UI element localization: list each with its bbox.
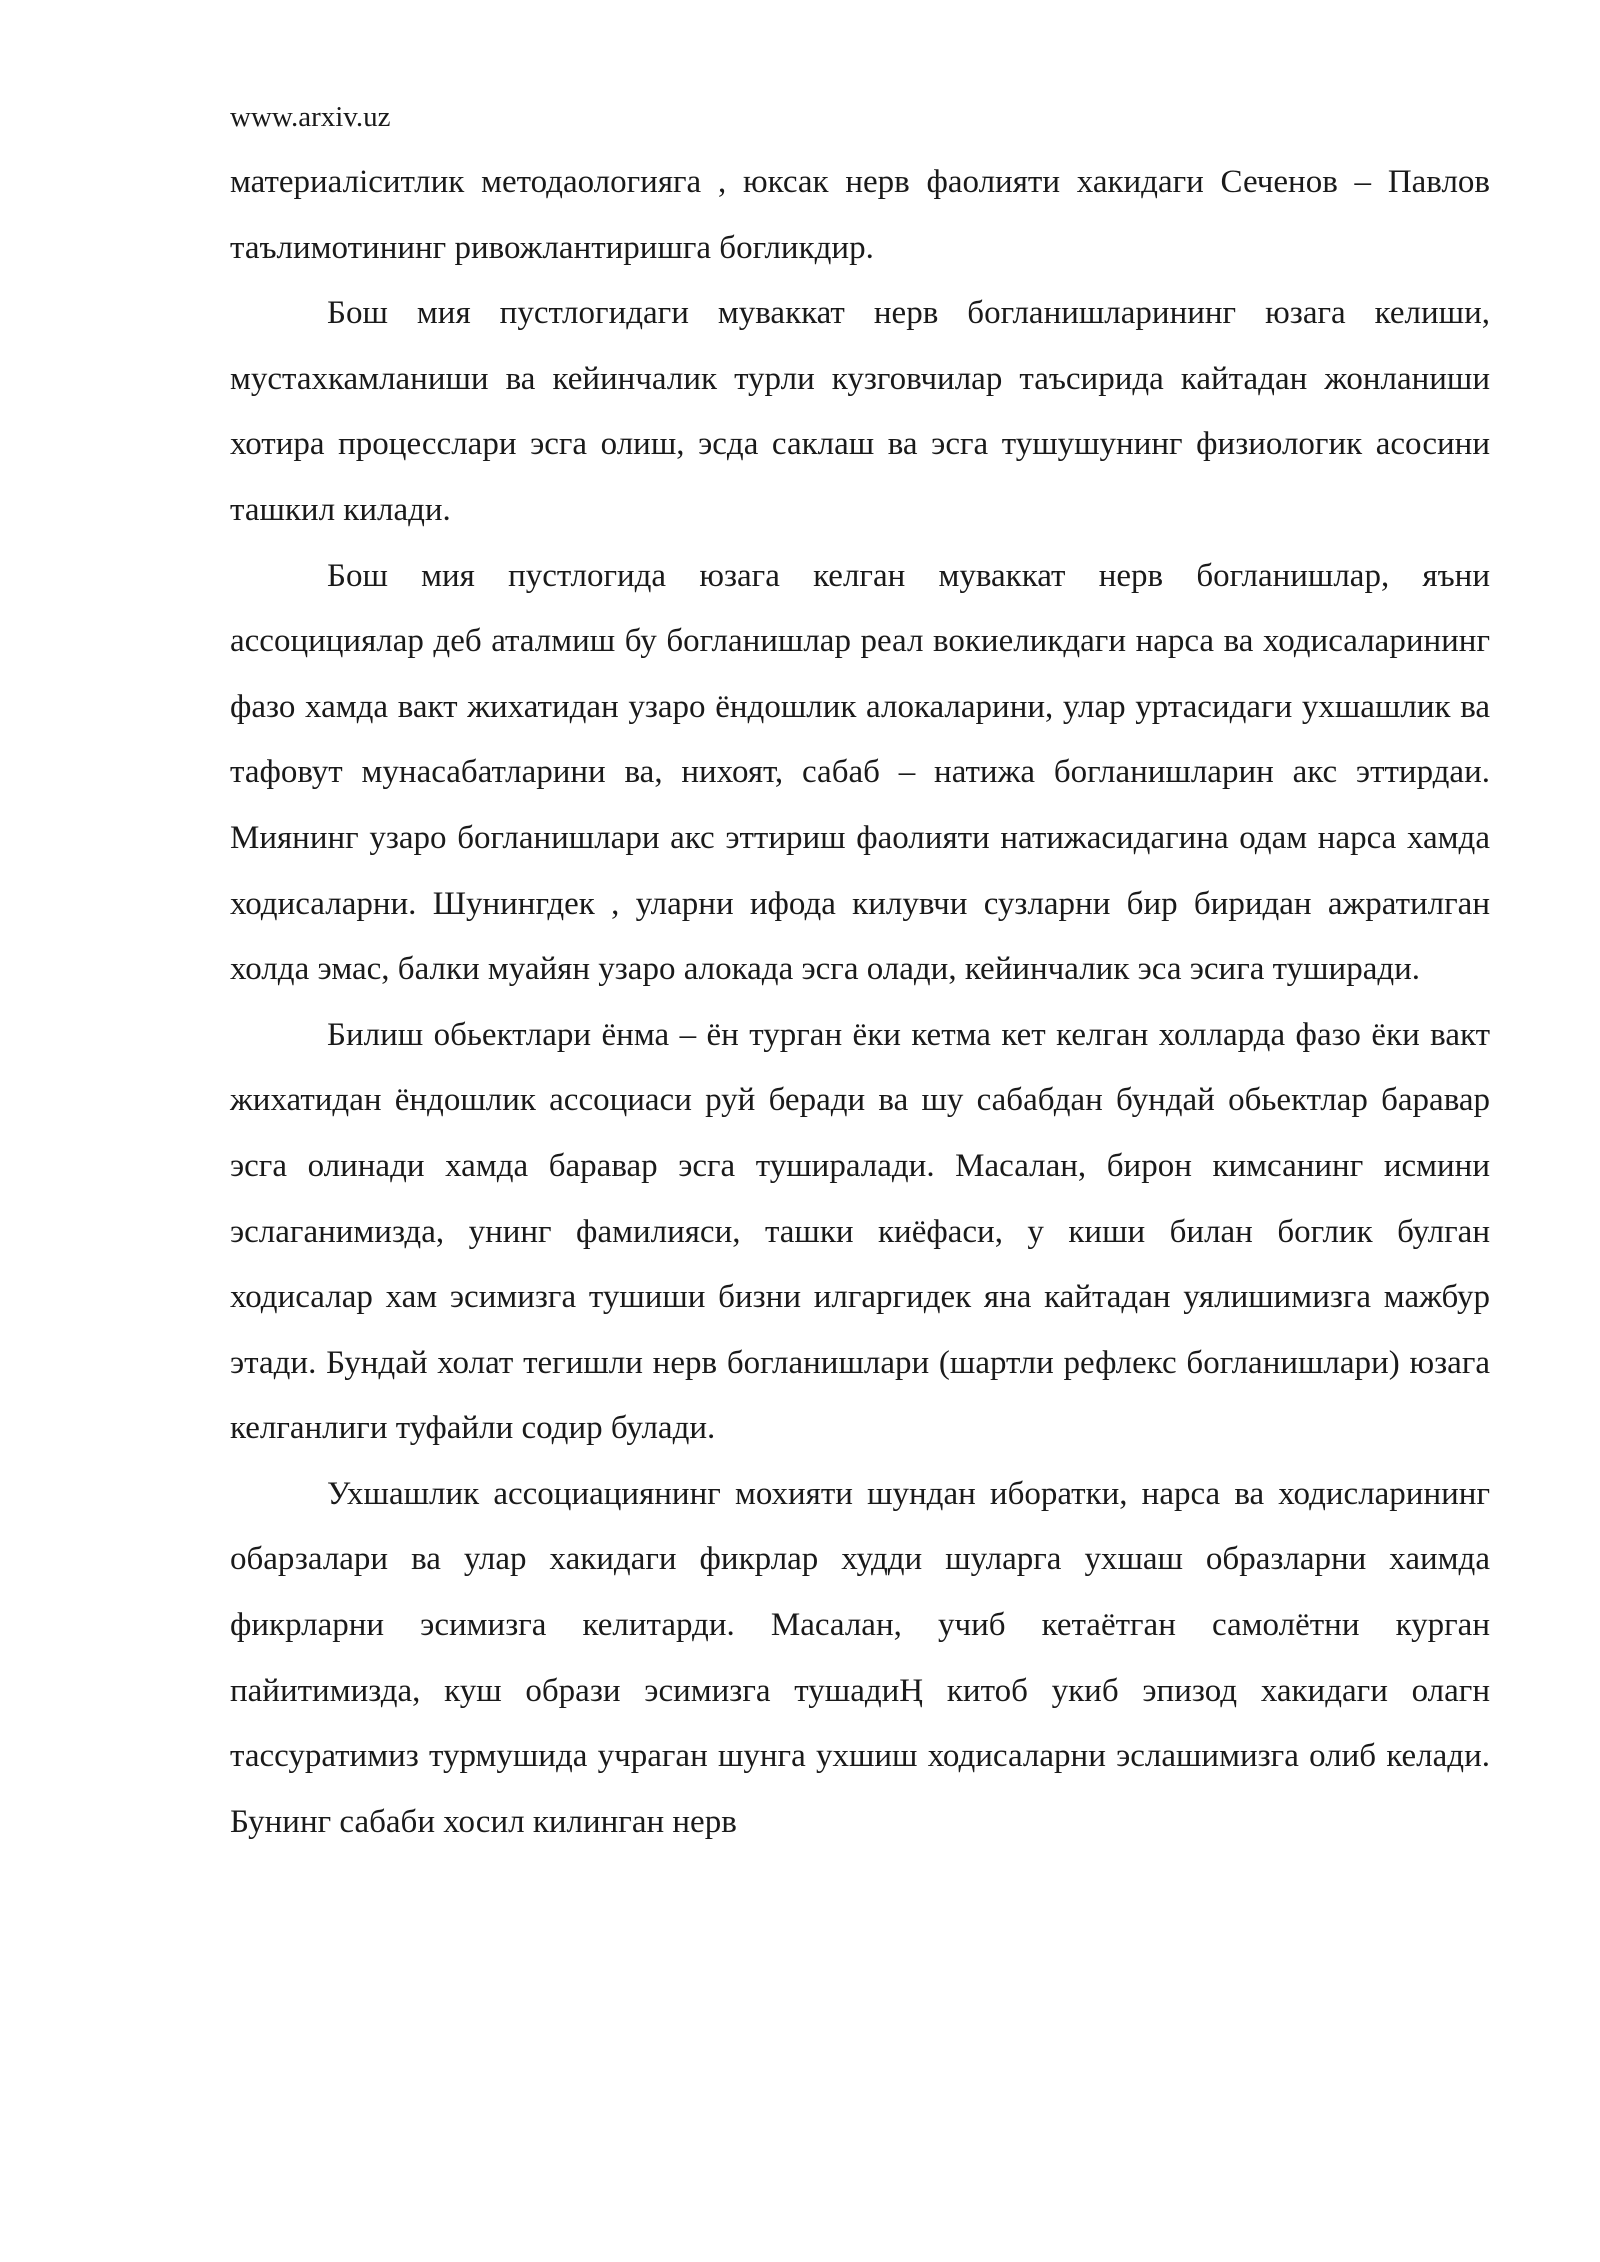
body-text xyxy=(230,150,1490,1855)
paragraph-5: Ухшашлик ассоциациянинг мохияти шундан иборатки, нарса ва ходисларининг обарзалари ва улар хакидаги фикрлар худди шуларга ухшаш образларни хаимда фикрларни эсимизга келитарди. Масалан, учиб кетаётган самолётни курган пайитимизда, куш образи эсимизга тушадиҢ китоб укиб эпизод хакидаги олагн тассуратимиз турмушида учраган шунга ухшиш ходисаларни эслашимизга олиб келади. Бунинг сабаби хосил килинган нерв xyxy=(230,1475,1490,1840)
paragraph-1: материаліситлик методаологияга , юксак нерв фаолияти хакидаги Сеченов – Павлов таълимотининг ривожлантиришга богликдир. xyxy=(230,164,1490,266)
paragraph-3: Бош мия пустлогида юзага келган муваккат нерв богланишлар, яъни ассоцициялар деб аталмиш бу богланишлар реал вокиеликдаги нарса ва ходисаларининг фазо хамда вакт жихатидан узаро ёндошлик алокаларини, улар уртасидаги ухшашлик ва тафовут мунасабатларини ва, нихоят, сабаб – натижа богланишларин акс эттирдаи. Миянинг узаро богланишлари акс эттириш фаолияти натижасидагина одам нарса хамда ходисаларни. Шунингдек , уларни ифода килувчи сузларни бир биридан ажратилган холда эмас, балки муайян узаро алокада эсга олади, кейинчалик эса эсига туширади. xyxy=(230,557,1490,988)
paragraph-4: Билиш обьектлари ёнма – ён турган ёки кетма кет келган холларда фазо ёки вакт жихатидан ёндошлик ассоциаси руй беради ва шу сабабдан бундай обьектлар баравар эсга олинади хамда баравар эсга туширалади. Масалан, бирон кимсанинг исмини эслаганимизда, унинг фамилияси, ташки киёфаси, у киши билан боглик булган ходисалар хам эсимизга тушиши бизни илгаргидек яна кайтадан уялишимизга мажбур этади. Бундай холат тегишли нерв богланишлари (шартли рефлекс богланишлари) юзага келганлиги туфайли содир булади. xyxy=(230,1016,1490,1447)
paragraph-2: Бош мия пустлогидаги муваккат нерв богланишларининг юзага келиши, мустахкамланиши ва кейинчалик турли кузговчилар таъсирида кайтадан жонланиши хотира процесслари эсга олиш, эсда саклаш ва эсга тушушунинг физиологик асосини ташкил килади. xyxy=(230,295,1490,528)
source-url: www.arxiv.uz xyxy=(230,101,391,133)
